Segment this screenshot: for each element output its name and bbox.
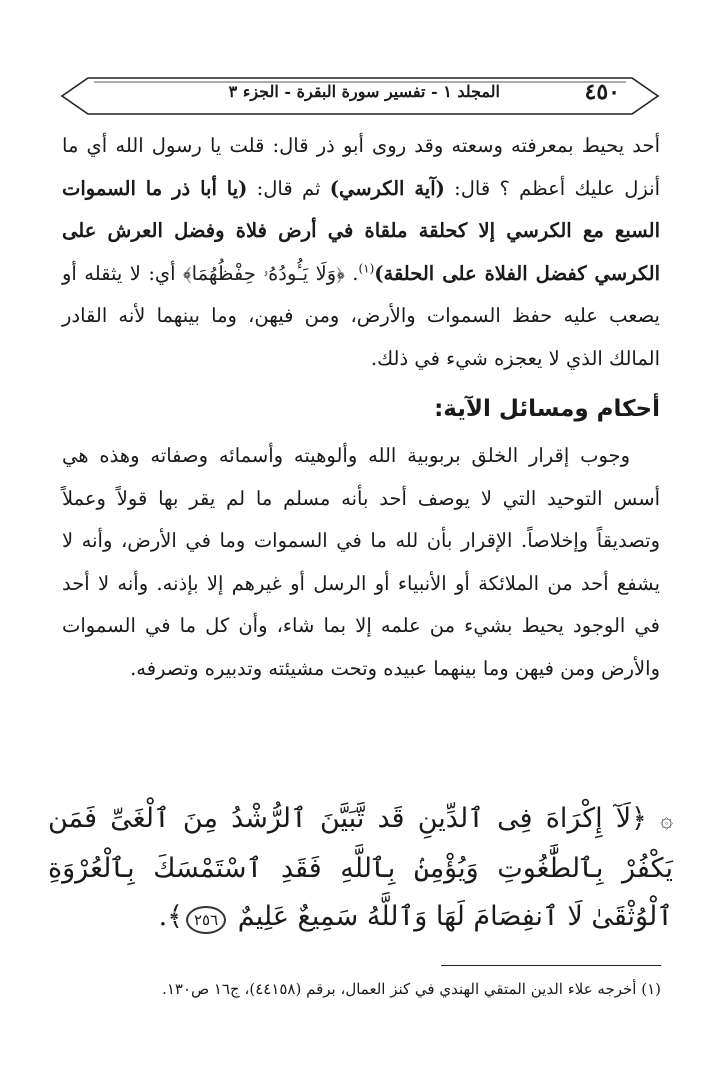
quran-verse-block	[48, 795, 673, 941]
main-text	[62, 125, 660, 690]
verse-text: ﴿لَآ إِكْرَاهَ فِى ٱلدِّينِ قَد تَّبَيَّنَ ٱلرُّشْدُ مِنَ ٱلْغَىِّ فَمَن يَكْفُرْ بِٱلطَّٰغُوتِ وَيُؤْمِنۢ بِٱللَّهِ فَقَدِ ٱسْتَمْسَكَ بِٱلْعُرْوَةِ ٱلْوُثْقَىٰ لَا ٱنفِصَامَ لَهَا وَٱللَّهُ سَمِيعٌ عَلِيمٌ	[48, 803, 673, 932]
footnote-separator	[441, 965, 661, 966]
p1-quran-quote: ﴿وَلَا يَـُٔودُهُۥ حِفْظُهُمَا﴾	[183, 261, 345, 285]
running-title: المجلد ١ - تفسير سورة البقرة - الجزء ٣	[228, 82, 500, 101]
section-heading: أحكام ومسائل الآية:	[434, 396, 660, 422]
paragraph-2: وجوب إقرار الخلق بربوبية الله وألوهيته وأسمائه وصفاته وهذه هي أسس التوحيد التي لا يوصف أحد بأنه مسلم ما لم يقر بها قولاً وعملاً وتصديقاً وإخلاصاً. الإقرار بأن لله ما في السموات وما في الأرض، وأنه لا يشفع أحد من الملائكة أو الأنبياء أو الرسل أو غيرهم إلا بإذنه. وأنه لا أحد في الوجود يحيط بشيء من علمه إلا بما شاء، وأن كل ما في السموات والأرض ومن فيهن وما بينهما عبيده وتحت مشيئته وتدبيره وتصرفه.	[62, 444, 660, 680]
page-number: ٤٥٠	[584, 79, 620, 105]
p1-text-f: أي: لا يثقله أو يصعب عليه حفظ السموات والأرض، ومن فيهن، وما بينهما لأنه القادر المالك الذي لا يعجزه شيء في ذلك.	[62, 261, 660, 370]
verse-ornament-icon: ۞	[660, 808, 673, 833]
p1-text-c: ثم قال:	[247, 176, 330, 200]
verse-close: ﴾	[167, 901, 183, 932]
p1-text-e: .	[344, 261, 359, 285]
verse-end: .	[158, 901, 168, 932]
p1-text-a: أحد يحيط بمعرفته وسعته وقد روى أبو ذر قال: قلت يا رسول الله أي ما أنزل عليك أعظم ؟ قال:	[62, 134, 660, 200]
ayah-number-badge: ٢٥٦	[186, 906, 226, 934]
p1-bold-hadith: (يا أبا ذر ما السموات السبع مع الكرسي إلا كحلقة ملقاة في أرض فلاة وفضل العرش على الكرسي كفضل الفلاة على الحلقة)	[62, 176, 661, 285]
page-header	[60, 70, 660, 120]
footnote-ref[interactable]: (١)	[358, 261, 375, 275]
p1-bold-ayat-kursi: (آية الكرسي)	[329, 176, 445, 200]
footnote: (١) أخرجه علاء الدين المتقي الهندي في كنز العمال، برقم (٤٤١٥٨)، ج١٦ ص١٣٠.	[162, 980, 661, 998]
paragraph-1	[62, 125, 660, 380]
